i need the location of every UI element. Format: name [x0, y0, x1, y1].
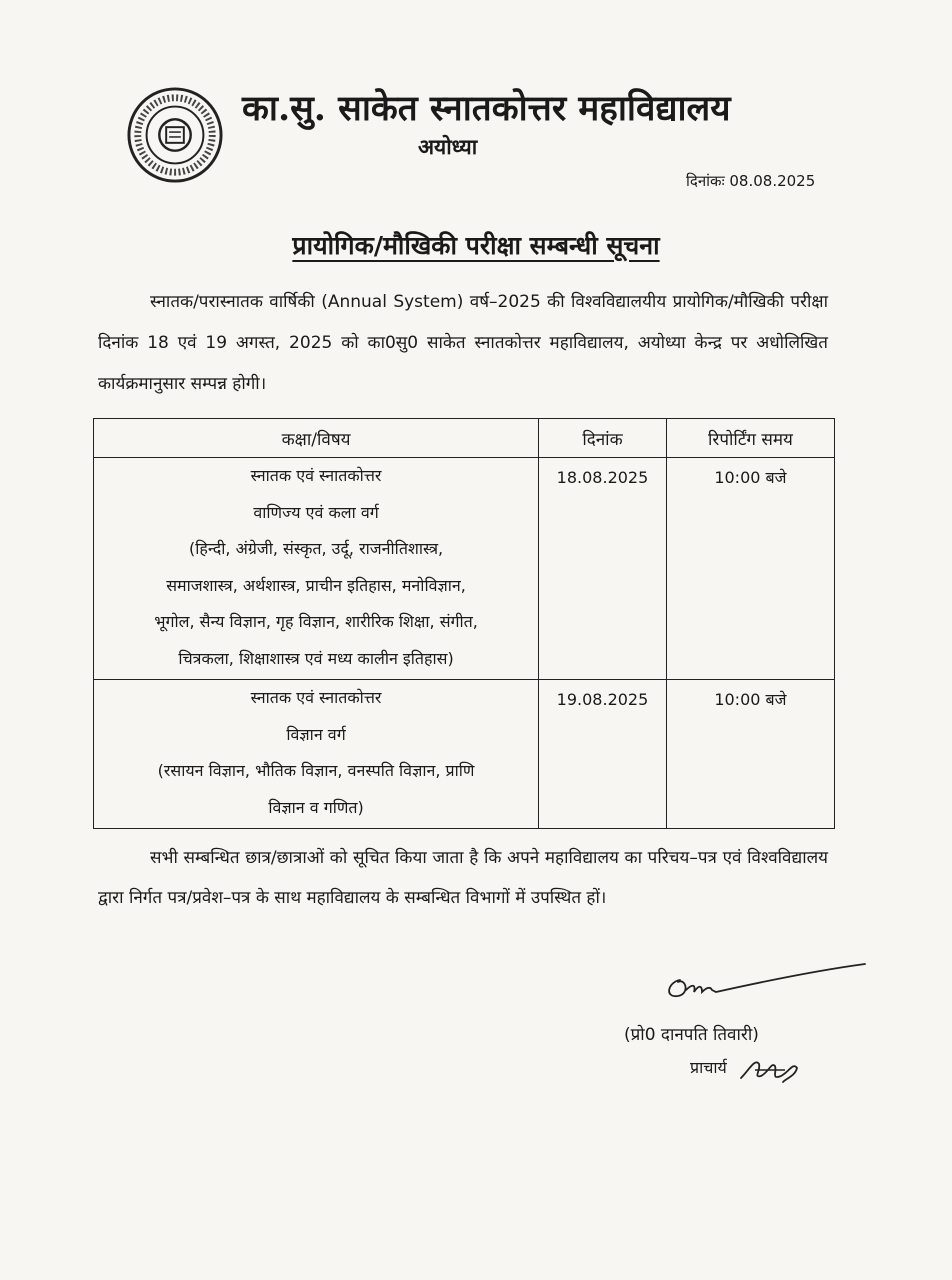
table-row [94, 680, 835, 829]
subject-line: वाणिज्य एवं कला वर्ग [253, 502, 379, 522]
subject-line: समाजशास्त्र, अर्थशास्त्र, प्राचीन इतिहास, मनोविज्ञान, [166, 575, 466, 595]
subject-cell [94, 680, 539, 829]
subject-cell [94, 458, 539, 680]
college-seal-logo [126, 86, 224, 184]
reporting-time: 10:00 बजे [714, 690, 787, 709]
signatory-designation: प्राचार्य [690, 1058, 727, 1077]
date-cell [539, 458, 667, 680]
subject-line: (हिन्दी, अंग्रेजी, संस्कृत, उर्दू, राजनीतिशास्त्र, [188, 539, 444, 558]
intro-paragraph [98, 282, 828, 405]
header-subject: कक्षा/विषय [94, 419, 539, 458]
exam-date: 19.08.2025 [556, 690, 649, 709]
table-header-row [94, 419, 835, 458]
subject-line: चित्रकला, शिक्षाशास्त्र एवं मध्य कालीन इतिहास) [178, 648, 454, 668]
subject-line: भूगोल, सैन्य विज्ञान, गृह विज्ञान, शारीरिक शिक्षा, संगीत, [154, 612, 478, 631]
reporting-time: 10:00 बजे [714, 468, 787, 487]
closing-text: सभी सम्बन्धित छात्र/छात्राओं को सूचित किया जाता है कि अपने महाविद्यालय का परिचय–पत्र एवं विश्वविद्यालय द्वारा निर्गत पत्र/प्रवेश–पत्र के साथ महाविद्यालय के सम्बन्धित विभागों में उपस्थित हों। [98, 848, 828, 908]
subject-line: स्नातक एवं स्नातकोत्तर [250, 688, 382, 707]
notice-title: प्रायोगिक/मौखिकी परीक्षा सम्बन्धी सूचना [292, 231, 660, 260]
subject-line: (रसायन विज्ञान, भौतिक विज्ञान, वनस्पति विज्ञान, प्राणि [157, 761, 475, 780]
header-reporting-time: रिपोर्टिंग समय [666, 419, 834, 458]
subject-line: स्नातक एवं स्नातकोत्तर [250, 466, 382, 485]
date-cell [539, 680, 667, 829]
college-city: अयोध्या [418, 134, 478, 159]
time-cell [666, 680, 834, 829]
notice-date: दिनांकः 08.08.2025 [686, 172, 816, 190]
college-name: का.सु. साकेत स्नातकोत्तर महाविद्यालय [242, 88, 731, 129]
time-cell [666, 458, 834, 680]
header-date: दिनांक [539, 419, 667, 458]
subject-line: विज्ञान व गणित) [268, 797, 364, 817]
exam-date: 18.08.2025 [556, 468, 649, 487]
initials-scribble [735, 1048, 805, 1086]
signatory-name: (प्रो0 दानपति तिवारी) [624, 1025, 759, 1045]
principal-signature [650, 960, 880, 1010]
intro-text: स्नातक/परास्नातक वार्षिकी (Annual System) वर्ष–2025 की विश्वविद्यालयीय प्रायोगिक/मौखिकी परीक्षा दिनांक 18 एवं 19 अगस्त, 2025 को का0सु0 साकेत स्नातकोत्तर महाविद्यालय, अयोध्या केन्द्र पर अधोलिखित कार्यक्रमानुसार सम्पन्न होगी। [98, 292, 828, 394]
table-row [94, 458, 835, 680]
exam-schedule-table [93, 418, 835, 829]
subject-line: विज्ञान वर्ग [286, 724, 346, 744]
closing-paragraph [98, 838, 828, 918]
